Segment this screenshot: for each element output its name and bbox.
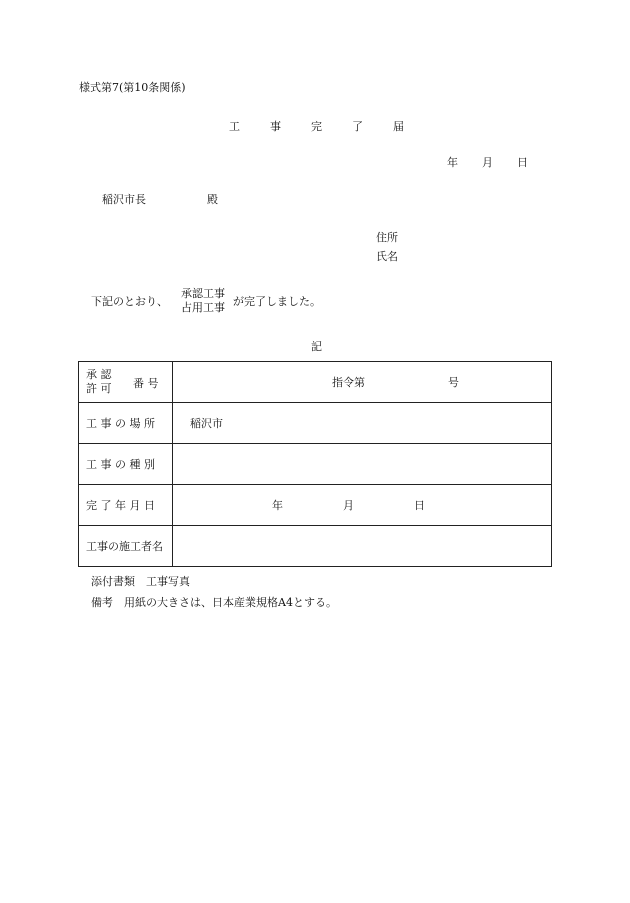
details-table: [78, 361, 552, 567]
completion-date-field[interactable]: [173, 485, 552, 526]
date-month-label: 月: [482, 156, 493, 169]
label-permission: 許 可: [86, 382, 112, 395]
title-char: 了: [352, 120, 363, 133]
date-year-label: 年: [447, 156, 458, 169]
work-type-label-text: 工 事 の 種 別: [86, 458, 155, 471]
title-char: 事: [270, 120, 281, 133]
work-location-field[interactable]: [173, 403, 552, 444]
completion-date-label: [79, 485, 173, 526]
contractor-name-label-text: 工事の施工者名: [86, 540, 163, 553]
ki-heading: 記: [311, 340, 322, 353]
directive-suffix: 号: [448, 376, 459, 389]
address-label: 住所: [376, 231, 398, 244]
label-approval: 承 認: [86, 368, 112, 381]
form-number: 様式第7(第10条関係): [79, 81, 186, 94]
table-row: [79, 444, 552, 485]
addressee-name: 稲沢市長: [102, 193, 146, 206]
table-row: [79, 362, 552, 403]
title-char: 完: [311, 120, 322, 133]
table-row: [79, 526, 552, 567]
work-type-options: [181, 287, 225, 315]
label-number: 番 号: [133, 377, 159, 390]
permit-number-field[interactable]: [173, 362, 552, 403]
title-char: 届: [393, 120, 404, 133]
contractor-name-field[interactable]: [173, 526, 552, 567]
date-day-label: 日: [517, 156, 528, 169]
name-label: 氏名: [376, 250, 398, 263]
statement-prefix: 下記のとおり、: [91, 295, 168, 308]
contractor-name-label: [79, 526, 173, 567]
statement-suffix: が完了しました。: [233, 295, 321, 308]
addressee-honorific: 殿: [207, 193, 218, 206]
option-approval-work: 承認工事: [181, 287, 225, 300]
remark-note: 備考 用紙の大きさは、日本産業規格A4とする。: [91, 596, 337, 609]
table-row: [79, 403, 552, 444]
work-location-value: 稲沢市: [190, 417, 223, 430]
option-occupancy-work: 占用工事: [181, 301, 225, 314]
permit-type-stack: [86, 368, 112, 396]
table-row: [79, 485, 552, 526]
completion-month-label: 月: [343, 499, 354, 512]
completion-date-label-text: 完 了 年 月 日: [86, 499, 155, 512]
work-type-label: [79, 444, 173, 485]
title-char: 工: [229, 120, 240, 133]
directive-prefix: 指令第: [332, 376, 365, 389]
attachment-note: 添付書類 工事写真: [91, 575, 190, 588]
permit-number-label: [79, 362, 173, 403]
completion-year-label: 年: [272, 499, 283, 512]
work-location-label: [79, 403, 173, 444]
work-type-field[interactable]: [173, 444, 552, 485]
completion-day-label: 日: [414, 499, 425, 512]
work-location-label-text: 工 事 の 場 所: [86, 417, 155, 430]
